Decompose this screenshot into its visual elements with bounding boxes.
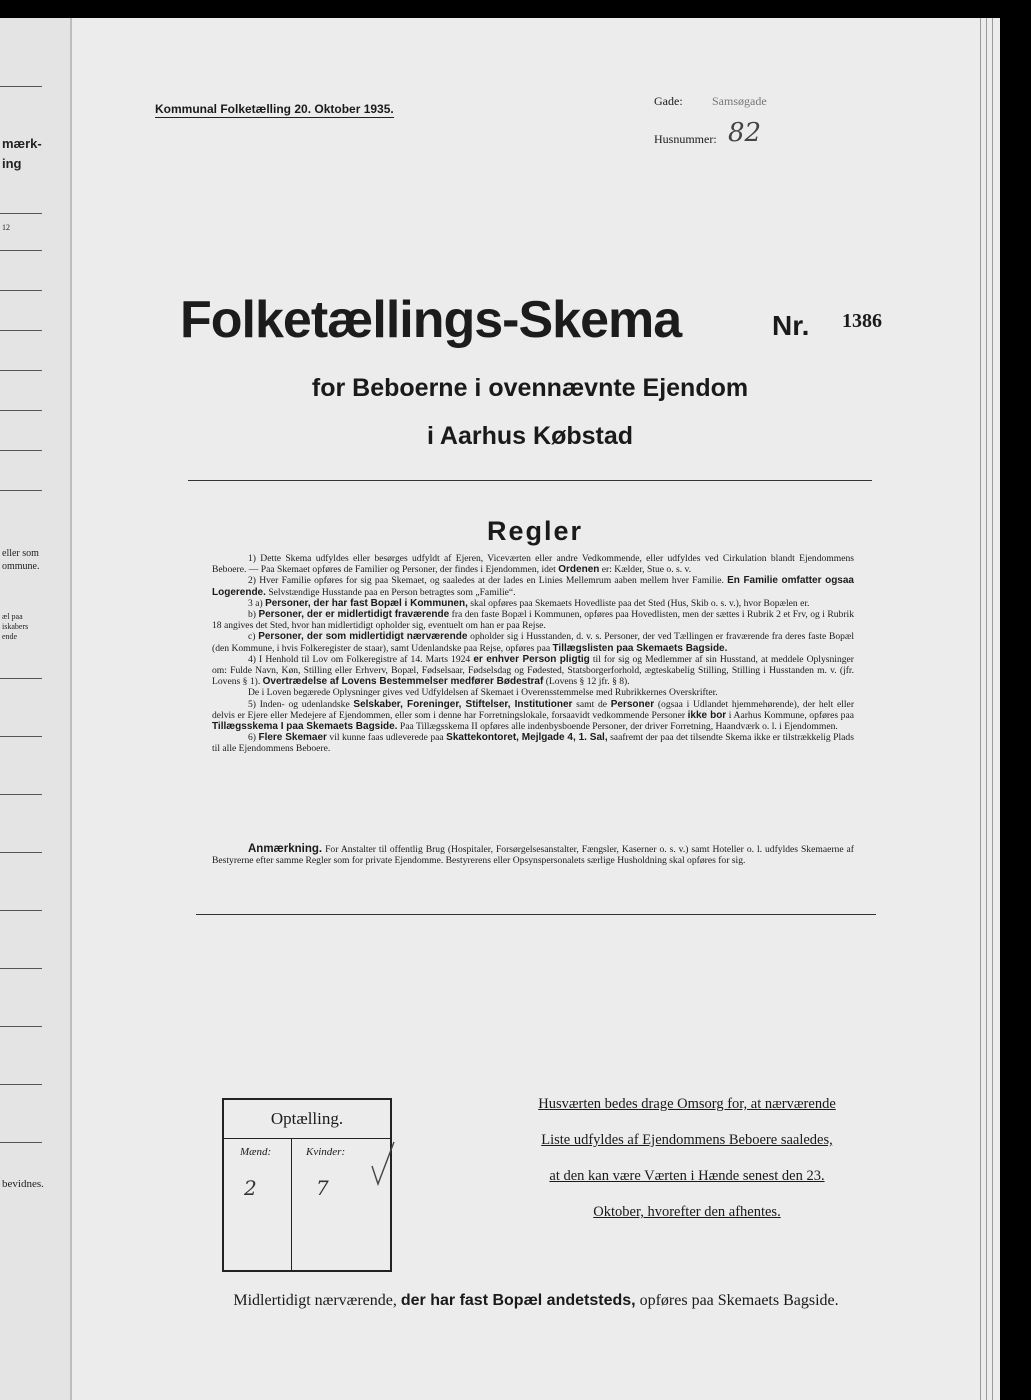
margin-line — [0, 410, 42, 411]
landlord-note-line-4: Oktober, hvorefter den afhentes. — [593, 1204, 781, 1220]
margin-text: mærk- — [2, 136, 42, 151]
margin-line — [0, 1084, 42, 1085]
women-count: 7 — [316, 1176, 329, 1200]
margin-line — [0, 1142, 42, 1143]
margin-text: eller som — [2, 548, 39, 559]
form-number-value: 1386 — [842, 310, 882, 332]
footer-note: Midlertidigt nærværende, der har fast Bopæl andetsteds, opføres paa Skemaets Bagside. — [233, 1292, 839, 1309]
rule-4: 4) I Henhold til Lov om Folkeregistre af 14. Marts 1924 er enhver Person pligtig til for sig og Medlemmer af sin Husstand, at meddele Oplysninger om: Fulde Navn, Køn, Stilling eller Erhverv, Bopæl, Fødselsaar, Fødselsdag og Fødested, Statsborgerforhold, ægteskabelig Stilling, Stilling i Husstanden m. v. (jfr. Lovens § 1). Overtrædelse af Lovens Bestemmelser medfører Bødestraf (Lovens § 12 jfr. § 8). — [212, 653, 854, 688]
page-edge — [980, 18, 981, 1400]
count-box-divider — [291, 1138, 292, 1270]
margin-line — [0, 213, 42, 214]
rule-6: 6) Flere Skemaer vil kunne faas udleverede paa Skattekontoret, Mejlgade 4, 1. Sal, saafremt der paa det tilsendte Skema ikke er tilstrækkelig Plads til alle Ejendommens Beboere. — [212, 732, 854, 755]
husnummer-label: Husnummer: — [654, 132, 717, 146]
margin-text: ing — [2, 156, 22, 171]
margin-line — [0, 330, 42, 331]
rule-1: 1) Dette Skema udfyldes eller besørges udfyldt af Ejeren, Viceværten eller andre Vedkommende, eller udfyldes ved Cirkulation blandt Ejendommens Beboere. — Paa Skemaet opføres de Familier og Personer, der findes i Ejendommen, idet Ordenen er: Kælder, Stue o. s. v. — [212, 553, 854, 576]
men-label: Mænd: — [240, 1146, 272, 1158]
margin-line — [0, 910, 42, 911]
census-date-header: Kommunal Folketælling 20. Oktober 1935. — [155, 102, 394, 116]
rule-5: 5) Inden- og udenlandske Selskaber, Foreninger, Stiftelser, Institutioner samt de Personer (ogsaa i Udlandet hjemmehørende), der helt eller delvis er Ejere eller Medejere af Ejendommen, eller som i denne har Forretningslokale, forsaavidt vedkommende Personer ikke bor i Aarhus Kommune, opføres paa Tillægsskema I paa Skemaets Bagside. Paa Tillægsskema II opføres alle indenbysboende Personer, der driver Forretning, Haandværk o. l. i Ejendommen. — [212, 698, 855, 733]
margin-line — [0, 968, 42, 969]
remark-label: Anmærkning. — [248, 843, 323, 855]
men-count: 2 — [244, 1176, 257, 1200]
landlord-note-line-1: Husværten bedes drage Omsorg for, at nærværende — [538, 1096, 836, 1112]
margin-text: ommune. — [2, 561, 40, 572]
rule-2: 2) Hver Familie opføres for sig paa Skemaet, og saaledes at der lades en Linies Mellemrum aaben mellem hver Familie. En Familie omfatter ogsaa Logerende. Selvstændige Husstande paa en Person betragtes som „Familie“. — [212, 575, 854, 598]
landlord-note-line-2: Liste udfyldes af Ejendommens Beboere saaledes, — [541, 1132, 833, 1148]
margin-text: bevidnes. — [2, 1178, 44, 1190]
women-label: Kvinder: — [306, 1146, 346, 1158]
divider — [196, 914, 876, 915]
census-form-page — [0, 18, 1000, 1400]
margin-line — [0, 370, 42, 371]
page-edge — [986, 18, 987, 1400]
gade-value: Samsøgade — [712, 94, 767, 108]
margin-text: 12 — [2, 223, 10, 232]
form-subtitle: for Beboerne i ovennævnte Ejendom — [311, 374, 749, 402]
count-box — [222, 1098, 392, 1272]
margin-line — [0, 678, 42, 679]
form-title: Folketællings-Skema — [180, 291, 682, 349]
checkmark-icon — [368, 1138, 398, 1188]
margin-text: æl paa — [2, 612, 23, 621]
margin-line — [0, 736, 42, 737]
margin-line — [0, 250, 42, 251]
margin-line — [0, 794, 42, 795]
margin-line — [0, 86, 42, 87]
margin-line — [0, 1026, 42, 1027]
remark-text: Anmærkning. For Anstalter til offentlig Brug (Hospitaler, Forsørgelsesanstalter, Fængsler, Kaserner o. s. v.) samt Hoteller o. l. udfyldes Skemaerne af Bestyrerne efter samme Regler som for private Ejendomme. Bestyrerens eller Opsynspersonalets særlige Husholdning skal opføres for sig. — [212, 843, 854, 867]
divider — [188, 480, 872, 481]
margin-text: iskabers — [2, 622, 29, 631]
page-edge — [992, 18, 993, 1400]
margin-line — [0, 490, 42, 491]
margin-line — [0, 852, 42, 853]
rule-3b: b) Personer, der er midlertidigt fraværende fra den faste Bopæl i Kommunen, opføres paa Hovedlisten, men der sættes i Rubrik 2 et Frv, og i Rubrik 18 angives det Sted, hvor han midlertidigt opholder sig, eventuelt om han er paa Rejse. — [212, 609, 854, 632]
rules-heading: Regler — [486, 516, 584, 546]
form-subtitle-city: i Aarhus Købstad — [426, 422, 634, 450]
husnummer-value: 82 — [728, 118, 762, 148]
form-number-label: Nr. — [772, 310, 810, 341]
rule-3a: 3 a) Personer, der har fast Bopæl i Kommunen, skal opføres paa Skemaets Hovedliste paa det Sted (Hus, Skib o. s. v.), hvor Bopælen er. — [248, 597, 810, 609]
gade-label: Gade: — [654, 94, 683, 108]
rules-text — [212, 553, 854, 755]
rule-3c: c) Personer, der som midlertidigt nærværende opholder sig i Husstanden, d. v. s. Personer, der ved Tællingen er fraværende fra deres faste Bopæl (den Kommune, i hvis Folkeregister de staar), samt Udenlandske paa Rejse, opføres paa Tillægslisten paa Skemaets Bagside. — [212, 631, 855, 654]
margin-line — [0, 290, 42, 291]
rule-4-note: De i Loven begærede Oplysninger gives ved Udfyldelsen af Skemaet i Overensstemmelse med Rubrikkernes Overskrifter. — [248, 687, 718, 699]
margin-text: ende — [2, 632, 18, 641]
count-box-title: Optælling. — [224, 1100, 390, 1139]
previous-page-edge — [0, 18, 72, 1400]
landlord-note-line-3: at den kan være Værten i Hænde senest den 23. — [549, 1168, 825, 1184]
